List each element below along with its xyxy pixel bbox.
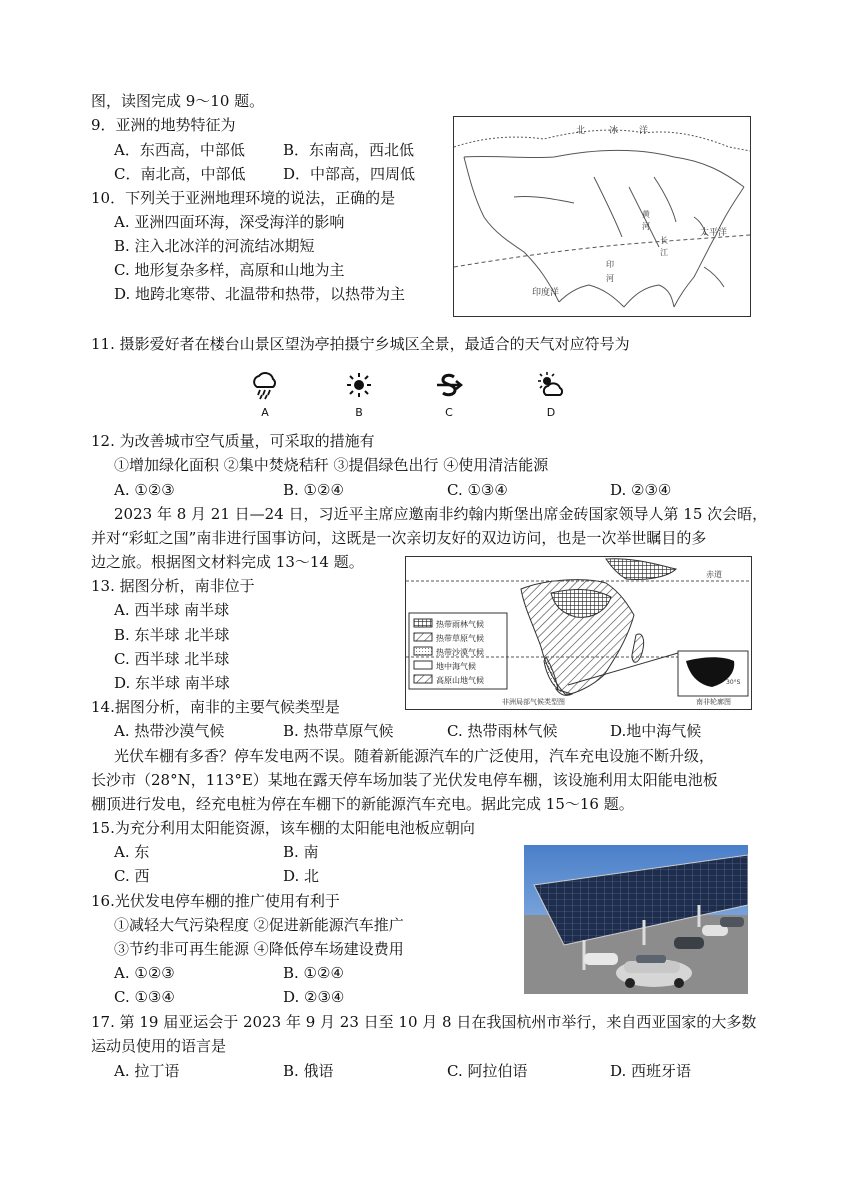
map-label-jiang: 江	[660, 248, 668, 257]
q17-option-d[interactable]: D. 西班牙语	[610, 1062, 692, 1080]
map-label-bei: 北	[576, 126, 586, 136]
map-label-yang: 洋	[639, 126, 649, 136]
map-label-pacific: 太平洋	[700, 228, 728, 238]
map-label-huang: 黄	[642, 210, 650, 219]
legend-savanna: 热带草原气候	[436, 634, 484, 643]
asia-map-figure	[453, 116, 751, 317]
passage-15-16-line-3: 棚顶进行发电，经充电桩为停在车棚下的新能源汽车充电。据此完成 15～16 题。	[91, 795, 634, 813]
weather-label-a: A	[261, 406, 269, 419]
q10-option-c[interactable]: C. 地形复杂多样，高原和山地为主	[114, 261, 345, 279]
q17-option-c[interactable]: C. 阿拉伯语	[447, 1062, 528, 1080]
rain-cloud-icon	[250, 370, 280, 400]
weather-symbol-a[interactable]	[245, 370, 285, 419]
asia-map-drawing	[454, 117, 750, 316]
q9-option-b[interactable]: B．东南高，西北低	[283, 141, 415, 159]
q16-items-line-2: ③节约非可再生能源 ④降低停车场建设费用	[114, 940, 404, 958]
weather-symbol-b[interactable]	[339, 370, 379, 419]
legend-highland: 高原山地气候	[436, 676, 484, 685]
question-17-stem-line-1: 17. 第 19 届亚运会于 2023 年 9 月 23 日至 10 月 8 日在我国杭州市举行，来自西亚国家的大多数	[91, 1013, 757, 1031]
q12-option-a[interactable]: A. ①②③	[114, 481, 175, 499]
question-12-stem: 12. 为改善城市空气质量，可采取的措施有	[91, 432, 375, 450]
solar-carport-illustration	[524, 845, 748, 994]
map-label-yin: 印	[606, 260, 614, 269]
legend-desert: 热带沙漠气候	[436, 648, 484, 657]
passage-15-16-line-1: 光伏车棚有多香？停车发电两不误。随着新能源汽车的广泛使用，汽车充电设施不断升级，	[114, 747, 715, 765]
q13-option-d[interactable]: D. 东半球 南半球	[114, 674, 230, 692]
q14-option-b[interactable]: B. 热带草原气候	[283, 722, 394, 740]
q10-option-d[interactable]: D. 地跨北寒带、北温带和热带，以热带为主	[114, 285, 406, 303]
q12-items: ①增加绿化面积 ②集中焚烧秸秆 ③提倡绿色出行 ④使用清洁能源	[114, 456, 549, 474]
map-label-indian-ocean: 印度洋	[532, 288, 560, 298]
q13-option-b[interactable]: B. 东半球 北半球	[114, 626, 230, 644]
inset-caption: 南非轮廓图	[696, 698, 731, 706]
legend-mediterranean: 地中海气候	[436, 662, 476, 671]
map-label-he-2: 河	[642, 222, 650, 231]
q16-option-b[interactable]: B. ①②④	[283, 964, 344, 982]
q15-option-b[interactable]: B. 南	[283, 843, 319, 861]
passage-13-14-line-2: 并对“彩虹之国”南非进行国事访问，这既是一次亲切友好的双边访问，也是一次举世瞩目的多	[91, 529, 707, 547]
passage-13-14-line-1: 2023 年 8 月 21 日—24 日，习近平主席应邀南非约翰内斯堡出席金砖国家领导人第 15 次会晤，	[114, 505, 768, 523]
map-label-he-1: 河	[606, 274, 614, 283]
africa-map-caption: 非洲局部气候类型图	[502, 698, 565, 706]
map-label-bing: 冰	[609, 126, 619, 136]
q12-option-d[interactable]: D. ②③④	[610, 481, 672, 499]
inset-latitude: 30°S	[726, 679, 741, 686]
weather-label-c: C	[445, 406, 453, 419]
weather-label-b: B	[355, 406, 363, 419]
legend-rainforest: 热带雨林气候	[436, 620, 484, 629]
map-label-chang: 长	[660, 236, 668, 245]
q17-option-a[interactable]: A. 拉丁语	[114, 1062, 180, 1080]
sun-cloud-icon	[536, 370, 566, 400]
q16-option-c[interactable]: C. ①③④	[114, 988, 175, 1006]
intro-text: 图，读图完成 9～10 题。	[91, 92, 265, 110]
question-15-stem: 15.为充分利用太阳能资源，该车棚的太阳能电池板应朝向	[91, 819, 475, 837]
q14-option-a[interactable]: A. 热带沙漠气候	[114, 722, 225, 740]
q12-option-c[interactable]: C. ①③④	[447, 481, 508, 499]
q15-option-c[interactable]: C. 西	[114, 867, 150, 885]
q15-option-d[interactable]: D. 北	[283, 867, 320, 885]
question-17-stem-line-2: 运动员使用的语言是	[91, 1037, 227, 1055]
q13-option-c[interactable]: C. 西半球 北半球	[114, 650, 230, 668]
wind-icon	[434, 370, 464, 400]
q16-items-line-1: ①减轻大气污染程度 ②促进新能源汽车推广	[114, 916, 404, 934]
question-13-stem: 13. 据图分析，南非位于	[91, 577, 255, 595]
question-9-stem: 9．亚洲的地势特征为	[91, 116, 236, 134]
question-10-stem: 10．下列关于亚洲地理环境的说法，正确的是	[91, 189, 396, 207]
q9-option-c[interactable]: C．南北高，中部低	[114, 165, 246, 183]
africa-climate-map-figure	[405, 556, 752, 710]
question-16-stem: 16.光伏发电停车棚的推广使用有利于	[91, 892, 340, 910]
q9-option-d[interactable]: D．中部高，四周低	[283, 165, 416, 183]
q17-option-b[interactable]: B. 俄语	[283, 1062, 334, 1080]
q15-option-a[interactable]: A. 东	[114, 843, 150, 861]
passage-13-14-line-3: 边之旅。根据图文材料完成 13～14 题。	[91, 553, 364, 571]
equator-label: 赤道	[706, 570, 722, 579]
weather-symbol-c[interactable]	[429, 370, 469, 419]
q16-option-a[interactable]: A. ①②③	[114, 964, 175, 982]
sun-icon	[344, 370, 374, 400]
q16-option-d[interactable]: D. ②③④	[283, 988, 345, 1006]
weather-symbol-d[interactable]	[531, 370, 571, 419]
q9-option-a[interactable]: A．东西高，中部低	[114, 141, 245, 159]
q14-option-d[interactable]: D.地中海气候	[610, 722, 702, 740]
q13-option-a[interactable]: A. 西半球 南半球	[114, 601, 230, 619]
solar-carport-photo	[524, 845, 748, 994]
q12-option-b[interactable]: B. ①②④	[283, 481, 344, 499]
question-11-stem: 11. 摄影爱好者在楼台山景区望沩亭拍摄宁乡城区全景，最适合的天气对应符号为	[91, 335, 630, 353]
q10-option-b[interactable]: B. 注入北冰洋的河流结冰期短	[114, 237, 315, 255]
q10-option-a[interactable]: A. 亚洲四面环海，深受海洋的影响	[114, 213, 345, 231]
passage-15-16-line-2: 长沙市（28°N，113°E）某地在露天停车场加装了光伏发电停车棚，该设施利用太阳能电池板	[91, 771, 718, 789]
weather-label-d: D	[546, 406, 556, 419]
question-14-stem: 14.据图分析，南非的主要气候类型是	[91, 698, 340, 716]
q14-option-c[interactable]: C. 热带雨林气候	[447, 722, 558, 740]
